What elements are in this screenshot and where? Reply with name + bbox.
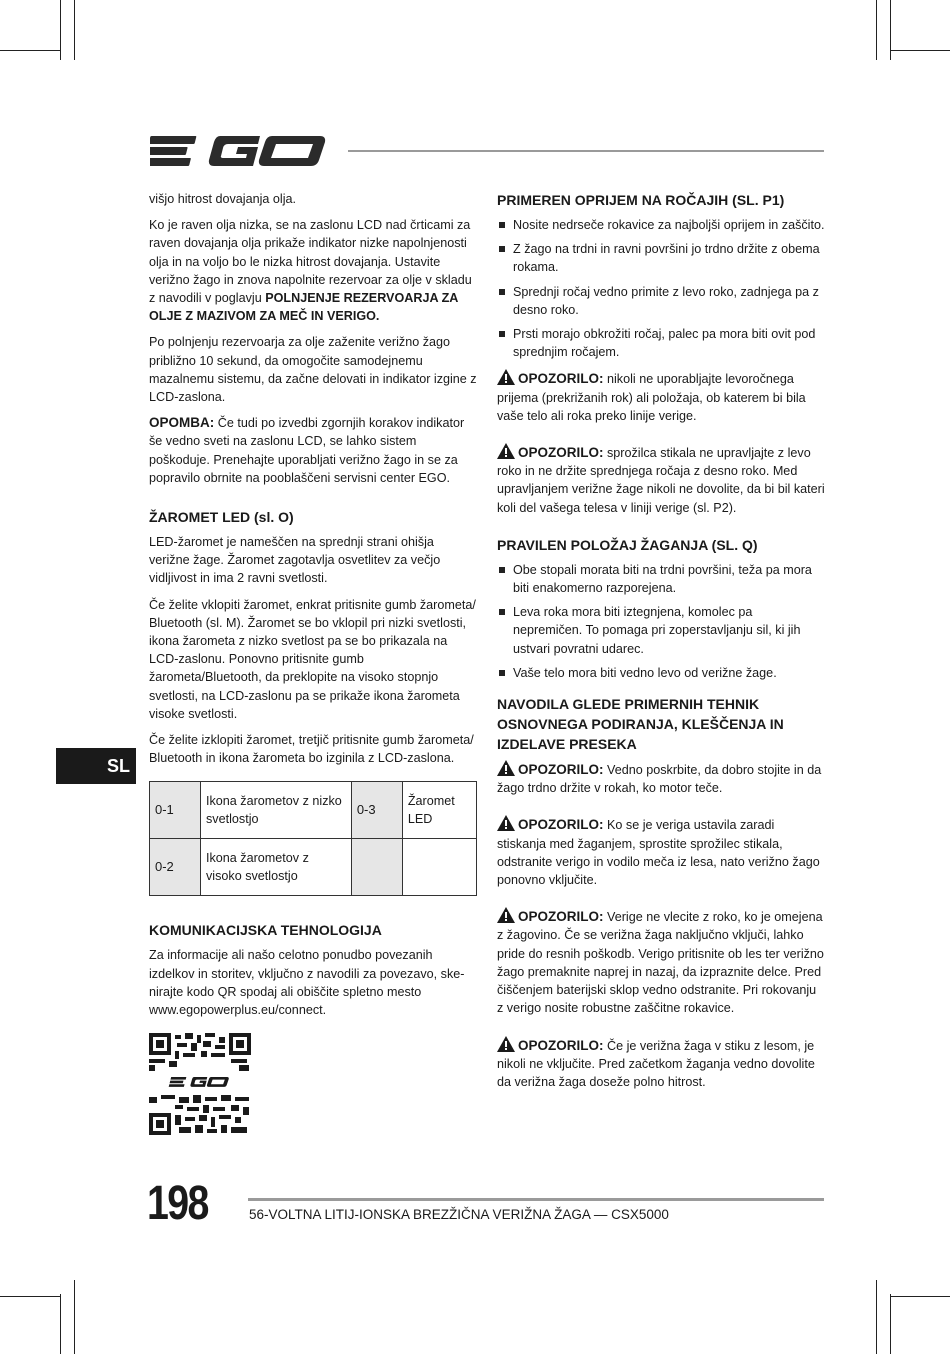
crop-mark xyxy=(74,0,75,60)
crop-mark xyxy=(0,1296,60,1297)
warning-triangle-icon xyxy=(497,369,515,385)
header-rule xyxy=(348,150,824,152)
list-item: Prsti morajo obkrožiti ročaj, palec pa mora biti ovit pod sprednjim ročajem. xyxy=(497,325,825,361)
warning-label: OPOZORILO: xyxy=(518,909,604,925)
icon-legend-table xyxy=(149,781,477,896)
table-cell xyxy=(351,839,402,896)
section-heading: NAVODILA GLEDE PRIMERNIH TEHNIK OSNOVNEGA PODIRANJA, KLEŠČENJA IN IZDELAVE PRESEKA xyxy=(497,696,784,753)
list-item: Leva roka mora biti iztegnjena, komolec pa nepremičen. To pomaga pri zoperstavljanju sil, ki jih ustvari povratni udarec. xyxy=(497,603,825,658)
warning-triangle-icon xyxy=(497,760,515,776)
footer-title: 56-VOLTNA LITIJ-IONSKA BREZŽIČNA VERIŽNA ŽAGA — CSX5000 xyxy=(249,1207,669,1222)
warning-paragraph: OPOZORILO: Vedno poskrbite, da dobro stojite in da žago trdno držite v rokah, ko motor teče. xyxy=(497,762,822,796)
crop-mark xyxy=(74,1280,75,1354)
warning-triangle-icon xyxy=(497,1036,515,1052)
note-label: OPOMBA: xyxy=(149,415,215,431)
list-item: Sprednji ročaj vedno primite z levo roko, zadnjega pa z desno roko. xyxy=(497,283,825,319)
paragraph: višjo hitrost dovajanja olja. xyxy=(149,192,297,206)
table-cell: Ikona žarometov z nizko svetlostjo xyxy=(201,782,352,839)
list-item: Obe stopali morata biti na trdni površini, teža pa mora biti enakomerno razporejena. xyxy=(497,561,825,597)
crop-mark xyxy=(876,1280,877,1354)
section-heading: ŽAROMET LED (sl. O) xyxy=(149,509,294,526)
table-cell: 0-3 xyxy=(351,782,402,839)
warning-triangle-icon xyxy=(497,907,515,923)
footer-rule xyxy=(248,1198,824,1201)
warning-triangle-icon xyxy=(497,443,515,459)
list-item: Z žago na trdni in ravni površini jo trdno držite z obema rokama. xyxy=(497,240,825,276)
warning-paragraph: OPOZORILO: Če je verižna žaga v stiku z lesom, je nikoli ne vključite. Pred začetkom žaganja vedno dovolite da verižna žaga doseže polno hitrost. xyxy=(497,1037,815,1089)
table-cell: 0-2 xyxy=(150,839,201,896)
paragraph: LED-žaromet je nameščen na sprednji strani ohišja verižne žage. Žaromet zagotavlja osvetlitev za večjo vidljivost in ima 2 ravni svetlosti. xyxy=(149,535,441,586)
table-cell: Žaromet LED xyxy=(402,782,476,839)
ego-logo xyxy=(150,130,330,172)
paragraph: Ko je raven olja nizka, se na zaslonu LCD nad črticami za raven dovajanja olja prikaže indikator nizke napolnjenosti olja in na voljo bo le nizka hitrost dovajanja. Ustavite verižno žago in znova napolnite rezervoar za olje v skladu z navodili v poglavju POLNJENJE REZERVOARJA ZA OLJE Z MAZIVOM ZA MEČ IN VERIGO. xyxy=(149,218,472,324)
warning-paragraph: OPOZORILO: Ko se je veriga ustavila zaradi stiskanja med žaganjem, sprostite sprožilec stikala, odstranite verigo in vodilo meča iz lesa, nato verižno žago ponovno vključite. xyxy=(497,817,820,888)
list-item: Nosite nedrseče rokavice za najboljši oprijem in zaščito. xyxy=(497,216,825,234)
table-cell xyxy=(402,839,476,896)
bullet-list xyxy=(497,216,825,361)
warning-paragraph: OPOZORILO: Verige ne vlecite z roko, ko je omejena z žagovino. Če se verižna žaga naključno vključi, lahko pride do resnih poškodb. Verigo pritisnite ob les ter verižno žago premaknite naprej in nazaj, da izpraznite delce. Pred čiščenjem baterijski sklop vedno odstranite. Pri rokovanju z verigo nosite robustne zaščitne rokavice. xyxy=(497,909,824,1016)
qr-code-icon[interactable] xyxy=(149,1033,251,1135)
warning-label: OPOZORILO: xyxy=(518,817,604,833)
crop-mark xyxy=(0,50,60,51)
warning-label: OPOZORILO: xyxy=(518,445,604,461)
table-cell: Ikona žarometov z visoko svetlostjo xyxy=(201,839,352,896)
paragraph: Če želite izklopiti žaromet, tretjič pritisnite gumb žarometa/ Bluetooth in ikona žarometa bo izginila z LCD-zaslona. xyxy=(149,733,474,766)
crop-mark xyxy=(60,0,61,60)
warning-paragraph: OPOZORILO: nikoli ne uporabljajte levoročnega prijema (prekrižanih rok) ali položaja, ob katerem bi bila vaše telo ali roka preko linije verige. xyxy=(497,371,806,423)
language-tab: SL xyxy=(56,748,136,784)
table-cell: 0-1 xyxy=(150,782,201,839)
paragraph: Če želite vklopiti žaromet, enkrat pritisnite gumb žarometa/ Bluetooth (sl. M). Žaromet se bo vklopil pri nizki svetlosti, ikona žarometa z nizko svetlost pa se bo prikazala na LCD-zaslonu. Ponovno pritisnite gumb žarometa/Bluetooth, da preklopite na visoko stopnjo svetlosti, na LCD-zaslonu pa se prikaže ikona žarometa visoke svetlosti. xyxy=(149,597,476,721)
warning-label: OPOZORILO: xyxy=(518,762,604,778)
warning-paragraph: OPOZORILO: sprožilca stikala ne upravljajte z levo roko in ne držite sprednjega ročaja z desno roko. Med upravljanjem verižne žage nikoli ne dovolite, da bi bil kateri koli del vašega telesa v liniji verige (sl. P2). xyxy=(497,445,825,515)
crop-mark xyxy=(890,1294,891,1354)
paragraph: Za informacije ali našo celotno ponudbo povezanih izdelkov in storitev, vključno z navodili za povezavo, ske- nirajte kodo QR spodaj ali obiščite spletno mesto www.egopowerplus.eu/connect. xyxy=(149,948,465,1018)
section-heading: KOMUNIKACIJSKA TEHNOLOGIJA xyxy=(149,922,382,939)
warning-label: OPOZORILO: xyxy=(518,371,604,387)
paragraph: Po polnjenju rezervoarja za olje zaženite verižno žago približno 10 sekund, da omogočite samodejnemu mazalnemu sistemu, da začne delovati in indikator izgine z LCD-zaslona. xyxy=(149,335,477,405)
section-heading: PRAVILEN POLOŽAJ ŽAGANJA (SL. Q) xyxy=(497,536,758,553)
table-row xyxy=(150,782,477,839)
warning-triangle-icon xyxy=(497,815,515,831)
crop-mark xyxy=(890,50,950,51)
left-column xyxy=(149,190,477,1135)
list-item: Vaše telo mora biti vedno levo od verižne žage. xyxy=(497,664,825,682)
note-paragraph: OPOMBA: Če tudi po izvedbi zgornjih korakov indikator še vedno sveti na zaslonu LCD, se lahko sistem poškoduje. Prenehajte uporabljati verižno žago in se za popravilo obrnite na pooblaščeni servisni center EGO. xyxy=(149,415,465,485)
right-column xyxy=(497,190,825,1109)
crop-mark xyxy=(890,1296,950,1297)
bullet-list xyxy=(497,561,825,682)
crop-mark xyxy=(876,0,877,60)
crop-mark xyxy=(890,0,891,60)
crop-mark xyxy=(60,1294,61,1354)
section-heading: PRIMEREN OPRIJEM NA ROČAJIH (SL. P1) xyxy=(497,192,785,208)
table-row xyxy=(150,839,477,896)
warning-label: OPOZORILO: xyxy=(518,1037,604,1053)
page-number: 198 xyxy=(147,1177,208,1230)
